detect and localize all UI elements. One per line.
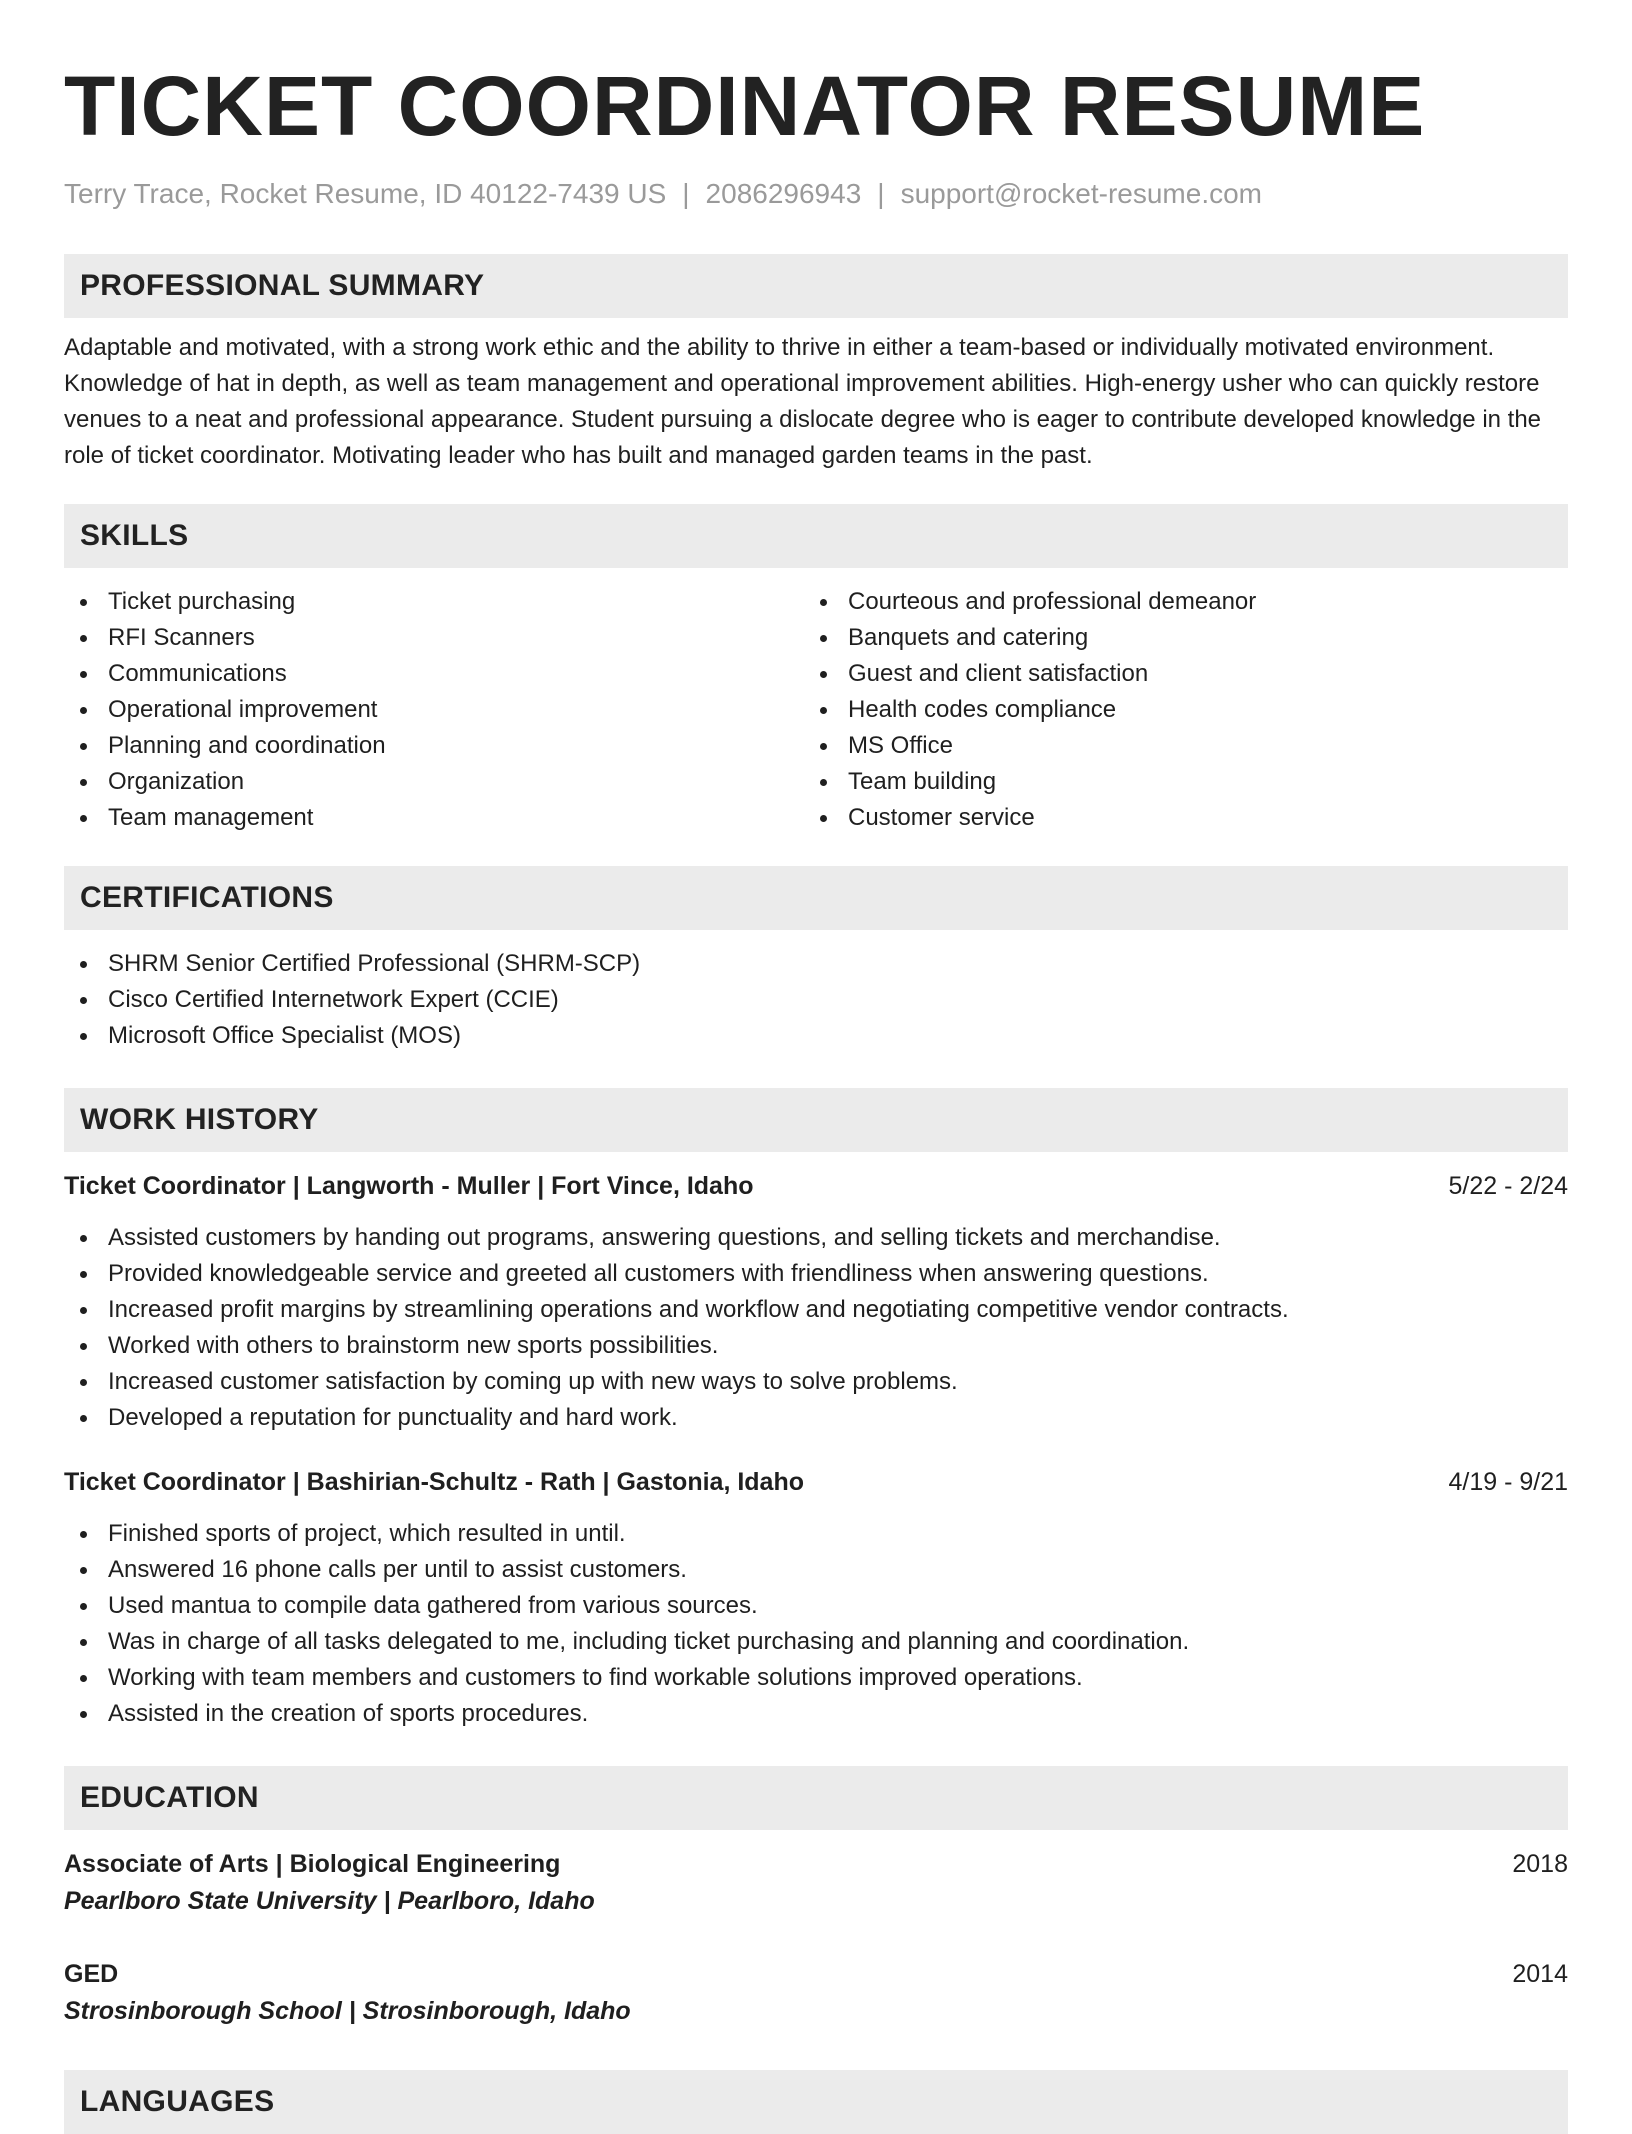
skills-list-right xyxy=(804,584,1556,836)
certification-item: SHRM Senior Certified Professional (SHRM-SCP) xyxy=(64,946,1568,982)
education-header xyxy=(64,1846,1568,1882)
skill-item: Planning and coordination xyxy=(64,728,816,764)
contact-separator: | xyxy=(877,178,885,209)
education-entry xyxy=(64,1846,1568,1920)
job-title: Ticket Coordinator | Langworth - Muller | Fort Vince, Idaho xyxy=(64,1172,754,1200)
skill-item: Communications xyxy=(64,656,816,692)
job-bullet: Increased profit margins by streamlining operations and workflow and negotiating competitive vendor contracts. xyxy=(64,1292,1568,1328)
education-school: Strosinborough School | Strosinborough, Idaho xyxy=(64,1997,631,2025)
job-bullet: Assisted customers by handing out programs, answering questions, and selling tickets and merchandise. xyxy=(64,1220,1568,1256)
job-dates: 5/22 - 2/24 xyxy=(1448,1172,1568,1200)
skills-grid xyxy=(64,584,1568,836)
skill-item: RFI Scanners xyxy=(64,620,816,656)
certification-item: Microsoft Office Specialist (MOS) xyxy=(64,1018,1568,1054)
job-title: Ticket Coordinator | Bashirian-Schultz - Rath | Gastonia, Idaho xyxy=(64,1468,805,1496)
job-entry xyxy=(64,1464,1568,1732)
section-header-education: EDUCATION xyxy=(64,1766,1568,1830)
job-bullet: Was in charge of all tasks delegated to me, including ticket purchasing and planning and coordination. xyxy=(64,1624,1568,1660)
skill-item: Team building xyxy=(804,764,1556,800)
skill-item: Guest and client satisfaction xyxy=(804,656,1556,692)
job-bullet: Developed a reputation for punctuality and hard work. xyxy=(64,1400,1568,1436)
job-bullet: Worked with others to brainstorm new sports possibilities. xyxy=(64,1328,1568,1364)
skill-item: Banquets and catering xyxy=(804,620,1556,656)
education-school: Pearlboro State University | Pearlboro, Idaho xyxy=(64,1887,595,1915)
contact-address: Terry Trace, Rocket Resume, ID 40122-7439 US xyxy=(64,178,667,209)
certification-item: Cisco Certified Internetwork Expert (CCIE) xyxy=(64,982,1568,1018)
job-dates: 4/19 - 9/21 xyxy=(1448,1468,1568,1496)
education-header xyxy=(64,1956,1568,1992)
contact-phone: 2086296943 xyxy=(705,178,862,209)
contact-line xyxy=(64,176,1568,212)
skill-item: Operational improvement xyxy=(64,692,816,728)
job-bullets xyxy=(64,1220,1568,1436)
skill-item: Courteous and professional demeanor xyxy=(804,584,1556,620)
certifications-list xyxy=(64,946,1568,1054)
job-bullet: Assisted in the creation of sports procedures. xyxy=(64,1696,1568,1732)
education-degree: Associate of Arts | Biological Engineering xyxy=(64,1850,561,1878)
job-entry xyxy=(64,1168,1568,1436)
job-bullets xyxy=(64,1516,1568,1732)
resume-title: TICKET COORDINATOR RESUME xyxy=(64,59,1426,153)
contact-email: support@rocket-resume.com xyxy=(900,178,1262,209)
section-header-skills: SKILLS xyxy=(64,504,1568,568)
summary-text: Adaptable and motivated, with a strong work ethic and the ability to thrive in either a team-based or individually motivated environment. Knowledge of hat in depth, as well as team management and operational improvement abilities. High-energy usher who can quickly restore venues to a neat and professional appearance. Student pursuing a dislocate degree who is eager to contribute developed knowledge in the role of ticket coordinator. Motivating leader who has built and managed garden teams in the past. xyxy=(64,334,1542,469)
skills-list-left xyxy=(64,584,816,836)
job-bullet: Provided knowledgeable service and greeted all customers with friendliness when answering questions. xyxy=(64,1256,1568,1292)
skill-item: Organization xyxy=(64,764,816,800)
job-header xyxy=(64,1464,1568,1500)
skill-item: Team management xyxy=(64,800,816,836)
section-header-work-history: WORK HISTORY xyxy=(64,1088,1568,1152)
job-bullet: Increased customer satisfaction by coming up with new ways to solve problems. xyxy=(64,1364,1568,1400)
skill-item: Ticket purchasing xyxy=(64,584,816,620)
section-header-languages: LANGUAGES xyxy=(64,2070,1568,2134)
skill-item: Customer service xyxy=(804,800,1556,836)
section-header-summary: PROFESSIONAL SUMMARY xyxy=(64,254,1568,318)
job-bullet: Answered 16 phone calls per until to assist customers. xyxy=(64,1552,1568,1588)
education-entry xyxy=(64,1956,1568,2030)
education-degree: GED xyxy=(64,1960,119,1988)
skill-item: Health codes compliance xyxy=(804,692,1556,728)
section-header-certifications: CERTIFICATIONS xyxy=(64,866,1568,930)
education-year: 2014 xyxy=(1512,1960,1568,1988)
job-bullet: Finished sports of project, which resulted in until. xyxy=(64,1516,1568,1552)
skill-item: MS Office xyxy=(804,728,1556,764)
job-header xyxy=(64,1168,1568,1204)
education-year: 2018 xyxy=(1512,1850,1568,1878)
job-bullet: Working with team members and customers to find workable solutions improved operations. xyxy=(64,1660,1568,1696)
contact-separator: | xyxy=(682,178,690,209)
job-bullet: Used mantua to compile data gathered from various sources. xyxy=(64,1588,1568,1624)
